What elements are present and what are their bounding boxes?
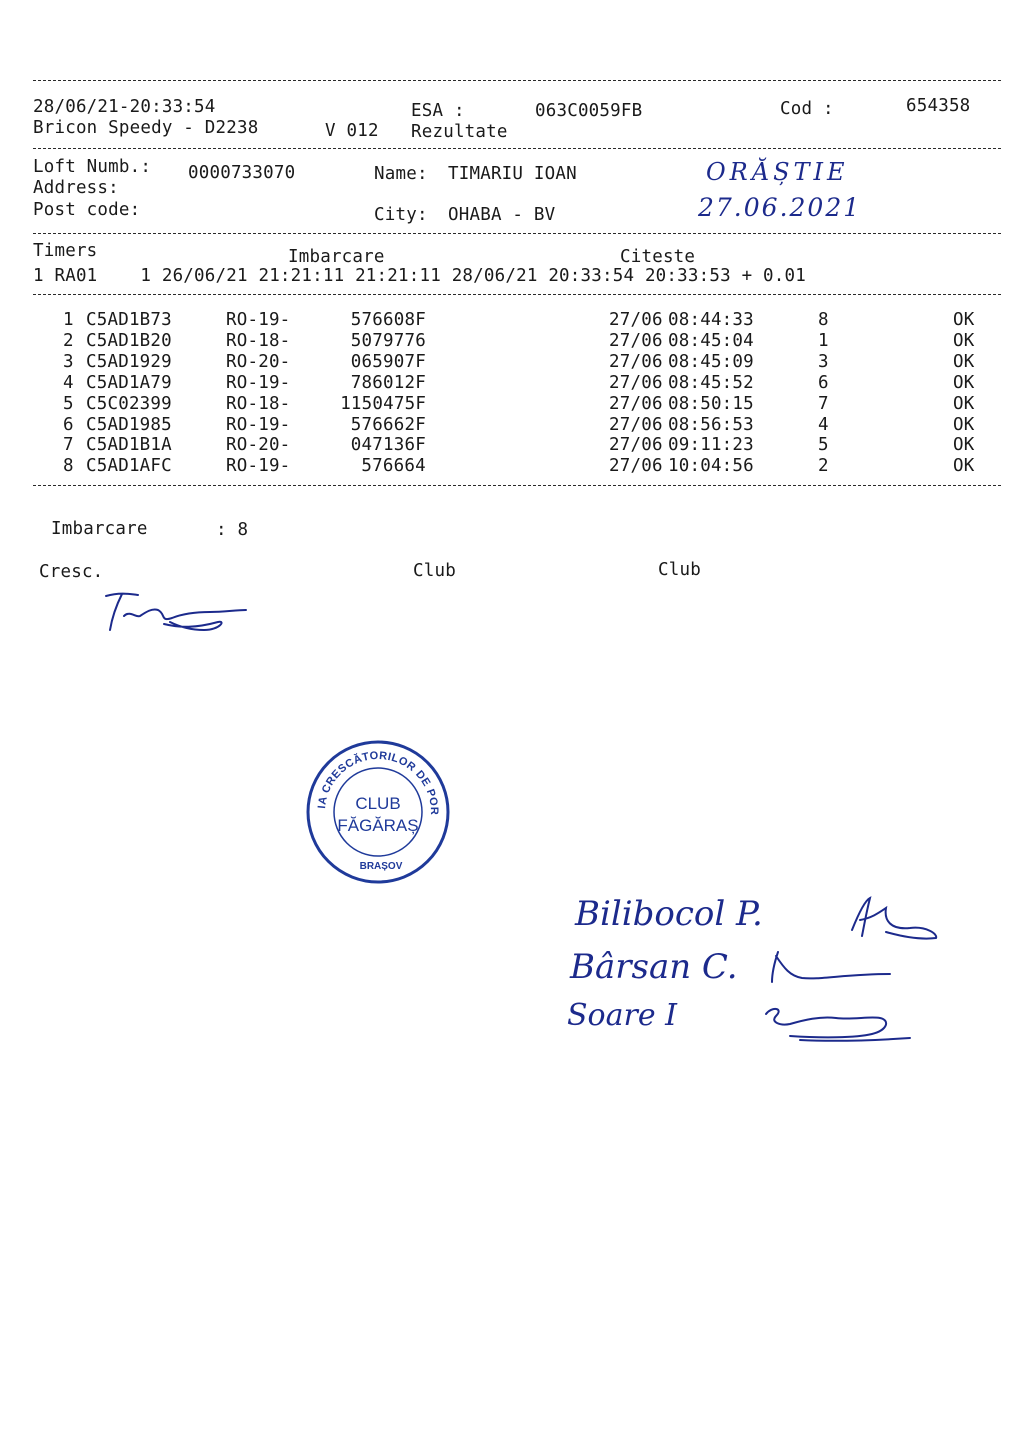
result-time: 08:56:53 xyxy=(668,414,754,435)
result-ring-number: 576664 xyxy=(361,456,426,477)
result-ring-number: 065907F xyxy=(350,351,426,372)
postcode-label: Post code: xyxy=(33,200,141,220)
club-label-1: Club xyxy=(413,561,456,581)
result-order-number: 6 xyxy=(818,372,829,393)
result-ring-prefix: RO-18- xyxy=(226,393,291,414)
result-order-number: 1 xyxy=(818,330,829,351)
rule-top xyxy=(33,80,1001,81)
result-date: 27/06 xyxy=(609,310,663,330)
rule-timers-bottom xyxy=(33,294,1001,295)
witness-name-3: Soare I xyxy=(567,998,677,1033)
result-ring-prefix: RO-19- xyxy=(226,310,291,330)
result-time: 10:04:56 xyxy=(668,456,754,477)
result-position: 6 xyxy=(63,414,74,435)
result-ring-number: 576608F xyxy=(350,310,426,330)
rule-loft-bottom xyxy=(33,233,1001,234)
city-label: City: xyxy=(374,205,428,225)
device-name: Bricon Speedy - D2238 xyxy=(33,118,259,138)
imbarcare-header: Imbarcare xyxy=(288,247,385,267)
result-status: OK xyxy=(953,330,975,351)
loft-number-label: Loft Numb.: xyxy=(33,157,152,177)
result-order-number: 7 xyxy=(818,393,829,414)
result-order-number: 3 xyxy=(818,351,829,372)
citeste-header: Citeste xyxy=(620,247,696,267)
result-time: 09:11:23 xyxy=(668,435,754,456)
result-chip-id: C5AD1A79 xyxy=(86,372,172,393)
result-date: 27/06 xyxy=(609,393,663,414)
result-time: 08:50:15 xyxy=(668,393,754,414)
club-stamp xyxy=(303,737,453,887)
city-value: OHABA - BV xyxy=(448,205,556,225)
result-status: OK xyxy=(953,414,975,435)
loft-number-value: 0000733070 xyxy=(188,163,296,183)
result-date: 27/06 xyxy=(609,456,663,477)
timer-line: 1 RA01 1 26/06/21 21:21:11 21:21:11 28/06/21 20:33:54 20:33:53 + 0.01 xyxy=(33,266,806,286)
result-status: OK xyxy=(953,393,975,414)
result-ring-prefix: RO-19- xyxy=(226,414,291,435)
stamp-ring-text: IA CRESCĂTORILOR DE POR xyxy=(316,749,441,816)
cod-value: 654358 xyxy=(906,96,971,116)
imbarcare-summary-label: Imbarcare xyxy=(51,519,148,539)
result-order-number: 5 xyxy=(818,435,829,456)
handwritten-date: 27.06.2021 xyxy=(698,193,862,222)
result-ring-prefix: RO-20- xyxy=(226,351,291,372)
result-status: OK xyxy=(953,372,975,393)
result-ring-number: 5079776 xyxy=(350,330,426,351)
stamp-line-1: CLUB xyxy=(355,794,401,813)
result-ring-prefix: RO-19- xyxy=(226,456,291,477)
result-ring-number: 1150475F xyxy=(340,393,427,414)
result-ring-number: 047136F xyxy=(350,435,426,456)
result-position: 5 xyxy=(63,393,74,414)
result-ring-number: 576662F xyxy=(350,414,426,435)
cod-label: Cod : xyxy=(780,99,834,119)
result-date: 27/06 xyxy=(609,351,663,372)
result-ring-prefix: RO-20- xyxy=(226,435,291,456)
result-position: 8 xyxy=(63,456,74,477)
address-label: Address: xyxy=(33,178,119,198)
print-timestamp: 28/06/21-20:33:54 xyxy=(33,97,216,117)
esa-value: 063C0059FB xyxy=(535,101,643,121)
result-date: 27/06 xyxy=(609,435,663,456)
result-chip-id: C5AD1AFC xyxy=(86,456,172,477)
result-time: 08:44:33 xyxy=(668,310,754,330)
report-type: Rezultate xyxy=(411,122,508,142)
result-position: 4 xyxy=(63,372,74,393)
result-order-number: 4 xyxy=(818,414,829,435)
club-label-2: Club xyxy=(658,560,701,580)
result-position: 3 xyxy=(63,351,74,372)
result-ring-prefix: RO-19- xyxy=(226,372,291,393)
breeder-signature xyxy=(100,588,250,638)
cresc-label: Cresc. xyxy=(39,562,104,582)
timers-label: Timers xyxy=(33,241,98,261)
handwritten-location: ORĂȘTIE xyxy=(706,158,849,186)
result-chip-id: C5AD1B20 xyxy=(86,330,172,351)
witness-name-2: Bârsan C. xyxy=(570,947,738,987)
result-chip-id: C5C02399 xyxy=(86,393,172,414)
result-chip-id: C5AD1985 xyxy=(86,414,172,435)
result-status: OK xyxy=(953,310,975,330)
result-position: 1 xyxy=(63,310,74,330)
stamp-line-2: FĂGĂRAȘ xyxy=(337,816,419,835)
result-time: 08:45:52 xyxy=(668,372,754,393)
result-time: 08:45:04 xyxy=(668,330,754,351)
result-status: OK xyxy=(953,456,975,477)
result-order-number: 8 xyxy=(818,310,829,330)
result-ring-prefix: RO-18- xyxy=(226,330,291,351)
result-status: OK xyxy=(953,435,975,456)
device-version: V 012 xyxy=(325,121,379,141)
rule-header-bottom xyxy=(33,148,1001,149)
result-chip-id: C5AD1929 xyxy=(86,351,172,372)
imbarcare-summary-value: : 8 xyxy=(216,520,249,540)
stamp-bottom-text: BRAȘOV xyxy=(359,861,403,872)
result-date: 27/06 xyxy=(609,330,663,351)
result-date: 27/06 xyxy=(609,372,663,393)
esa-label: ESA : xyxy=(411,101,465,121)
result-ring-number: 786012F xyxy=(350,372,426,393)
result-time: 08:45:09 xyxy=(668,351,754,372)
result-date: 27/06 xyxy=(609,414,663,435)
result-status: OK xyxy=(953,351,975,372)
result-chip-id: C5AD1B73 xyxy=(86,310,172,330)
rule-results-bottom xyxy=(33,485,1001,486)
result-chip-id: C5AD1B1A xyxy=(86,435,172,456)
witness-name-1: Bilibocol P. xyxy=(575,894,763,934)
witness-scribbles xyxy=(760,890,950,1050)
name-value: TIMARIU IOAN xyxy=(448,164,577,184)
result-position: 2 xyxy=(63,330,74,351)
result-position: 7 xyxy=(63,435,74,456)
result-order-number: 2 xyxy=(818,456,829,477)
name-label: Name: xyxy=(374,164,428,184)
